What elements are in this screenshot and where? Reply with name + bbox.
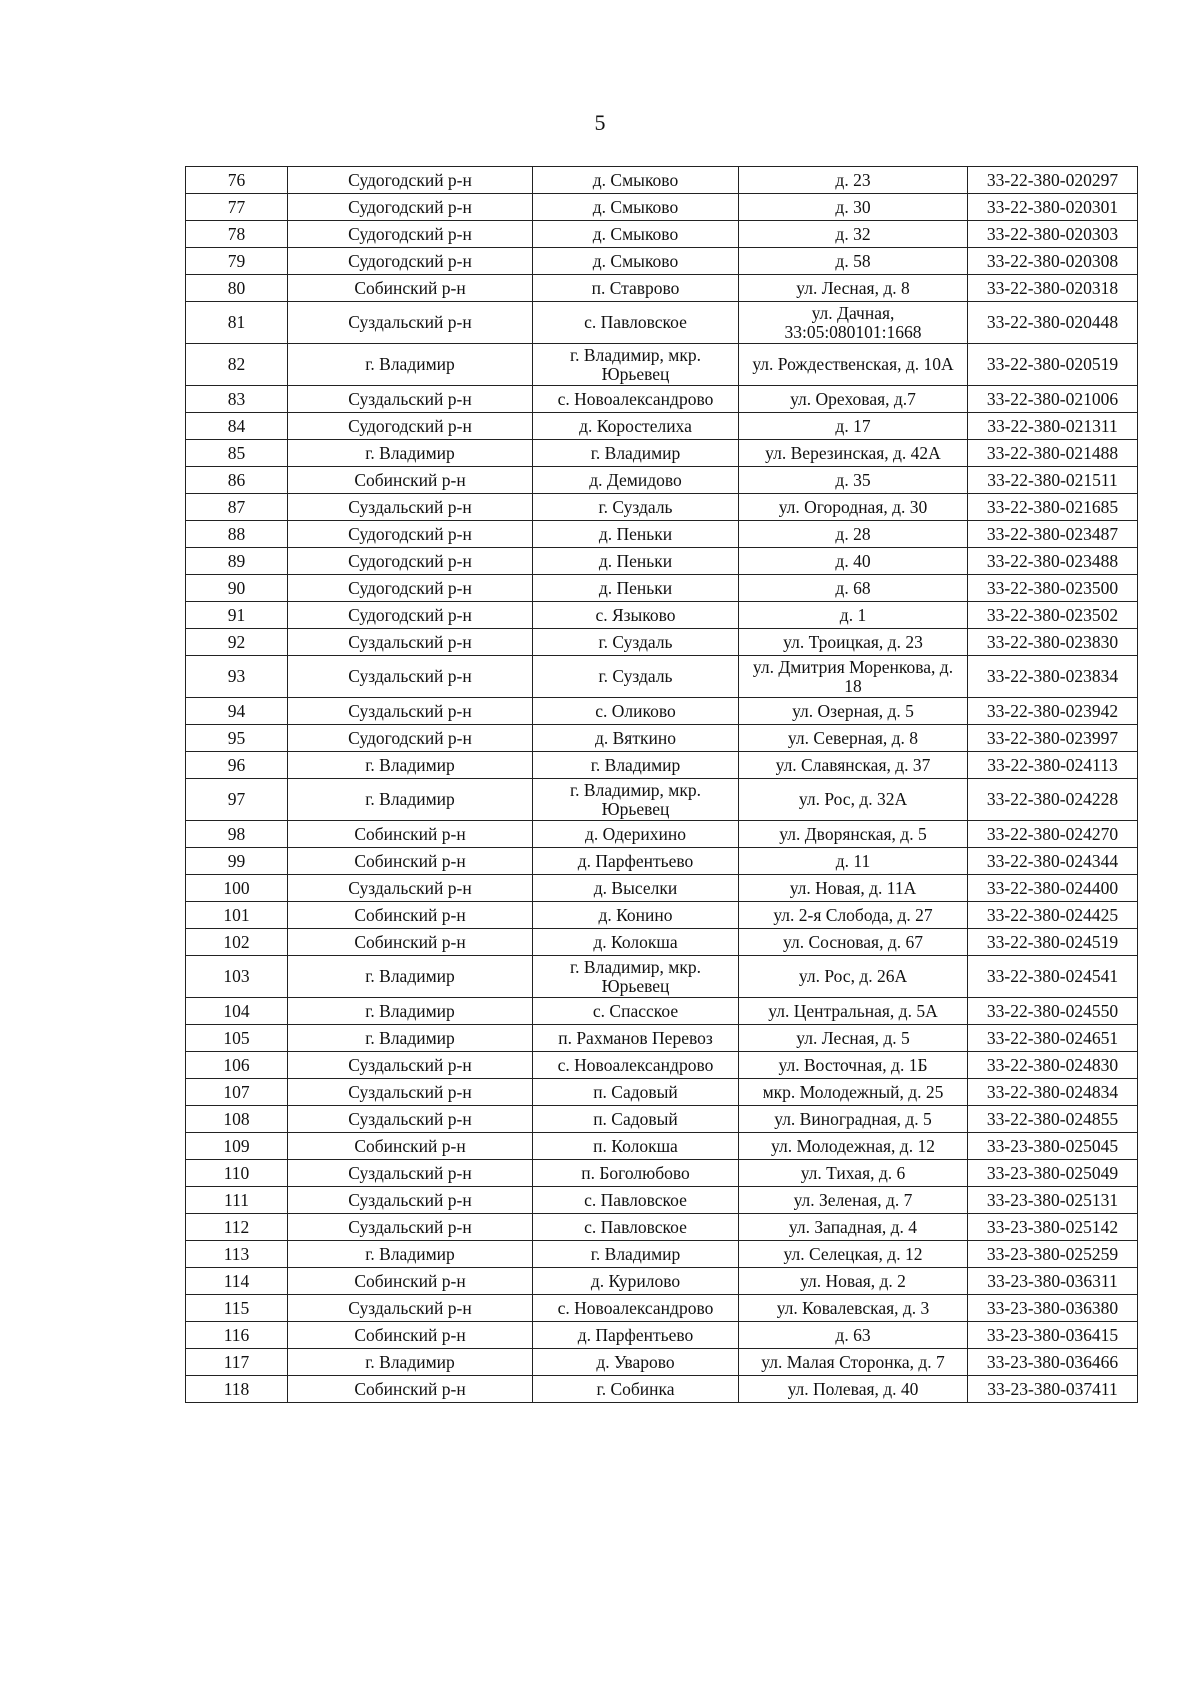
locality-cell: п. Садовый: [533, 1079, 739, 1106]
locality-cell: д. Курилово: [533, 1268, 739, 1295]
district-cell: г. Владимир: [288, 344, 533, 386]
row-number-cell: 90: [186, 575, 288, 602]
locality-cell: д. Смыково: [533, 248, 739, 275]
locality-cell: д. Коростелиха: [533, 413, 739, 440]
locality-cell: д. Колокша: [533, 929, 739, 956]
address-cell: ул. Озерная, д. 5: [739, 698, 968, 725]
cadastral-code-cell: 33-23-380-025259: [968, 1241, 1138, 1268]
locality-cell: д. Пеньки: [533, 548, 739, 575]
locality-cell: с. Павловское: [533, 1187, 739, 1214]
cadastral-code-cell: 33-22-380-024228: [968, 779, 1138, 821]
row-number-cell: 88: [186, 521, 288, 548]
cadastral-code-cell: 33-22-380-024541: [968, 956, 1138, 998]
registry-table-body: [186, 167, 1138, 1403]
cadastral-code-cell: 33-22-380-020297: [968, 167, 1138, 194]
district-cell: Суздальский р-н: [288, 1052, 533, 1079]
locality-cell: г. Владимир: [533, 440, 739, 467]
cadastral-code-cell: 33-22-380-020301: [968, 194, 1138, 221]
address-cell: ул. Рос, д. 32А: [739, 779, 968, 821]
row-number-cell: 106: [186, 1052, 288, 1079]
row-number-cell: 118: [186, 1376, 288, 1403]
district-cell: Собинский р-н: [288, 467, 533, 494]
row-number-cell: 85: [186, 440, 288, 467]
row-number-cell: 116: [186, 1322, 288, 1349]
district-cell: г. Владимир: [288, 440, 533, 467]
table-row: [186, 602, 1138, 629]
locality-cell: д. Смыково: [533, 167, 739, 194]
address-cell: д. 1: [739, 602, 968, 629]
cadastral-code-cell: 33-22-380-024344: [968, 848, 1138, 875]
locality-cell: г. Владимир: [533, 752, 739, 779]
locality-cell: с. Спасское: [533, 998, 739, 1025]
district-cell: Суздальский р-н: [288, 698, 533, 725]
address-cell: ул. Славянская, д. 37: [739, 752, 968, 779]
table-row: [186, 725, 1138, 752]
table-row: [186, 1079, 1138, 1106]
table-row: [186, 248, 1138, 275]
cadastral-code-cell: 33-22-380-023942: [968, 698, 1138, 725]
cadastral-code-cell: 33-22-380-024400: [968, 875, 1138, 902]
locality-cell: п. Боголюбово: [533, 1160, 739, 1187]
address-cell: ул. Огородная, д. 30: [739, 494, 968, 521]
address-cell: ул. Дворянская, д. 5: [739, 821, 968, 848]
row-number-cell: 77: [186, 194, 288, 221]
cadastral-code-cell: 33-22-380-021511: [968, 467, 1138, 494]
table-row: [186, 1052, 1138, 1079]
district-cell: Собинский р-н: [288, 929, 533, 956]
address-cell: ул. Новая, д. 2: [739, 1268, 968, 1295]
locality-cell: п. Ставрово: [533, 275, 739, 302]
row-number-cell: 103: [186, 956, 288, 998]
table-row: [186, 302, 1138, 344]
district-cell: Судогодский р-н: [288, 248, 533, 275]
cadastral-code-cell: 33-22-380-024425: [968, 902, 1138, 929]
address-cell: ул. Троицкая, д. 23: [739, 629, 968, 656]
locality-cell: г. Владимир, мкр. Юрьевец: [533, 956, 739, 998]
cadastral-code-cell: 33-22-380-024651: [968, 1025, 1138, 1052]
cadastral-code-cell: 33-22-380-020303: [968, 221, 1138, 248]
table-row: [186, 752, 1138, 779]
locality-cell: г. Суздаль: [533, 494, 739, 521]
address-cell: ул. Верезинская, д. 42А: [739, 440, 968, 467]
address-cell: ул. Дачная, 33:05:080101:1668: [739, 302, 968, 344]
table-row: [186, 386, 1138, 413]
address-cell: д. 28: [739, 521, 968, 548]
table-row: [186, 521, 1138, 548]
locality-cell: д. Смыково: [533, 194, 739, 221]
district-cell: Суздальский р-н: [288, 1079, 533, 1106]
cadastral-code-cell: 33-22-380-023834: [968, 656, 1138, 698]
district-cell: г. Владимир: [288, 998, 533, 1025]
district-cell: Суздальский р-н: [288, 656, 533, 698]
district-cell: Суздальский р-н: [288, 1160, 533, 1187]
row-number-cell: 97: [186, 779, 288, 821]
district-cell: Суздальский р-н: [288, 629, 533, 656]
row-number-cell: 115: [186, 1295, 288, 1322]
row-number-cell: 84: [186, 413, 288, 440]
row-number-cell: 78: [186, 221, 288, 248]
district-cell: Суздальский р-н: [288, 1187, 533, 1214]
row-number-cell: 95: [186, 725, 288, 752]
row-number-cell: 89: [186, 548, 288, 575]
table-row: [186, 440, 1138, 467]
cadastral-code-cell: 33-22-380-023830: [968, 629, 1138, 656]
cadastral-code-cell: 33-23-380-025142: [968, 1214, 1138, 1241]
row-number-cell: 100: [186, 875, 288, 902]
district-cell: Судогодский р-н: [288, 725, 533, 752]
locality-cell: п. Рахманов Перевоз: [533, 1025, 739, 1052]
locality-cell: г. Владимир: [533, 1241, 739, 1268]
address-cell: ул. 2-я Слобода, д. 27: [739, 902, 968, 929]
locality-cell: с. Павловское: [533, 1214, 739, 1241]
table-row: [186, 275, 1138, 302]
cadastral-code-cell: 33-23-380-036380: [968, 1295, 1138, 1322]
table-row: [186, 1025, 1138, 1052]
table-row: [186, 413, 1138, 440]
row-number-cell: 92: [186, 629, 288, 656]
locality-cell: с. Языково: [533, 602, 739, 629]
table-row: [186, 344, 1138, 386]
cadastral-code-cell: 33-22-380-024834: [968, 1079, 1138, 1106]
address-cell: д. 40: [739, 548, 968, 575]
row-number-cell: 79: [186, 248, 288, 275]
district-cell: Собинский р-н: [288, 821, 533, 848]
row-number-cell: 82: [186, 344, 288, 386]
address-cell: ул. Ковалевская, д. 3: [739, 1295, 968, 1322]
table-row: [186, 1214, 1138, 1241]
cadastral-code-cell: 33-22-380-023488: [968, 548, 1138, 575]
district-cell: г. Владимир: [288, 779, 533, 821]
cadastral-code-cell: 33-23-380-036311: [968, 1268, 1138, 1295]
district-cell: Суздальский р-н: [288, 494, 533, 521]
address-cell: д. 17: [739, 413, 968, 440]
address-cell: ул. Зеленая, д. 7: [739, 1187, 968, 1214]
locality-cell: д. Парфентьево: [533, 848, 739, 875]
district-cell: Собинский р-н: [288, 275, 533, 302]
locality-cell: п. Садовый: [533, 1106, 739, 1133]
registry-table: [185, 166, 1138, 1403]
address-cell: ул. Сосновая, д. 67: [739, 929, 968, 956]
row-number-cell: 80: [186, 275, 288, 302]
district-cell: Суздальский р-н: [288, 302, 533, 344]
table-row: [186, 1133, 1138, 1160]
address-cell: ул. Западная, д. 4: [739, 1214, 968, 1241]
cadastral-code-cell: 33-23-380-025049: [968, 1160, 1138, 1187]
table-row: [186, 698, 1138, 725]
row-number-cell: 108: [186, 1106, 288, 1133]
row-number-cell: 112: [186, 1214, 288, 1241]
row-number-cell: 81: [186, 302, 288, 344]
table-row: [186, 1376, 1138, 1403]
locality-cell: г. Суздаль: [533, 656, 739, 698]
row-number-cell: 94: [186, 698, 288, 725]
table-row: [186, 1187, 1138, 1214]
row-number-cell: 110: [186, 1160, 288, 1187]
district-cell: Судогодский р-н: [288, 413, 533, 440]
locality-cell: с. Оликово: [533, 698, 739, 725]
table-row: [186, 1349, 1138, 1376]
row-number-cell: 109: [186, 1133, 288, 1160]
cadastral-code-cell: 33-23-380-025045: [968, 1133, 1138, 1160]
address-cell: ул. Тихая, д. 6: [739, 1160, 968, 1187]
row-number-cell: 91: [186, 602, 288, 629]
address-cell: ул. Новая, д. 11А: [739, 875, 968, 902]
row-number-cell: 99: [186, 848, 288, 875]
address-cell: ул. Виноградная, д. 5: [739, 1106, 968, 1133]
table-row: [186, 1322, 1138, 1349]
district-cell: Судогодский р-н: [288, 167, 533, 194]
address-cell: ул. Лесная, д. 5: [739, 1025, 968, 1052]
address-cell: ул. Северная, д. 8: [739, 725, 968, 752]
table-row: [186, 656, 1138, 698]
locality-cell: с. Новоалександрово: [533, 1295, 739, 1322]
table-row: [186, 779, 1138, 821]
address-cell: д. 58: [739, 248, 968, 275]
address-cell: д. 35: [739, 467, 968, 494]
address-cell: мкр. Молодежный, д. 25: [739, 1079, 968, 1106]
locality-cell: г. Собинка: [533, 1376, 739, 1403]
address-cell: д. 32: [739, 221, 968, 248]
address-cell: ул. Селецкая, д. 12: [739, 1241, 968, 1268]
cadastral-code-cell: 33-22-380-020519: [968, 344, 1138, 386]
table-row: [186, 875, 1138, 902]
cadastral-code-cell: 33-22-380-023502: [968, 602, 1138, 629]
table-row: [186, 902, 1138, 929]
table-row: [186, 998, 1138, 1025]
row-number-cell: 83: [186, 386, 288, 413]
cadastral-code-cell: 33-23-380-036415: [968, 1322, 1138, 1349]
row-number-cell: 76: [186, 167, 288, 194]
row-number-cell: 111: [186, 1187, 288, 1214]
table-row: [186, 467, 1138, 494]
district-cell: г. Владимир: [288, 1349, 533, 1376]
row-number-cell: 98: [186, 821, 288, 848]
locality-cell: п. Колокша: [533, 1133, 739, 1160]
row-number-cell: 102: [186, 929, 288, 956]
address-cell: ул. Молодежная, д. 12: [739, 1133, 968, 1160]
table-row: [186, 848, 1138, 875]
cadastral-code-cell: 33-23-380-025131: [968, 1187, 1138, 1214]
address-cell: ул. Дмитрия Моренкова, д. 18: [739, 656, 968, 698]
cadastral-code-cell: 33-22-380-024519: [968, 929, 1138, 956]
district-cell: Собинский р-н: [288, 902, 533, 929]
cadastral-code-cell: 33-22-380-021006: [968, 386, 1138, 413]
locality-cell: д. Выселки: [533, 875, 739, 902]
cadastral-code-cell: 33-22-380-021311: [968, 413, 1138, 440]
locality-cell: с. Павловское: [533, 302, 739, 344]
row-number-cell: 87: [186, 494, 288, 521]
district-cell: Собинский р-н: [288, 1133, 533, 1160]
table-row: [186, 1295, 1138, 1322]
cadastral-code-cell: 33-22-380-024270: [968, 821, 1138, 848]
locality-cell: д. Демидово: [533, 467, 739, 494]
district-cell: Суздальский р-н: [288, 1106, 533, 1133]
row-number-cell: 113: [186, 1241, 288, 1268]
district-cell: Суздальский р-н: [288, 1214, 533, 1241]
row-number-cell: 101: [186, 902, 288, 929]
row-number-cell: 114: [186, 1268, 288, 1295]
cadastral-code-cell: 33-22-380-023487: [968, 521, 1138, 548]
table-row: [186, 167, 1138, 194]
locality-cell: д. Конино: [533, 902, 739, 929]
table-row: [186, 194, 1138, 221]
row-number-cell: 96: [186, 752, 288, 779]
address-cell: д. 63: [739, 1322, 968, 1349]
locality-cell: с. Новоалександрово: [533, 386, 739, 413]
table-row: [186, 1160, 1138, 1187]
address-cell: ул. Полевая, д. 40: [739, 1376, 968, 1403]
locality-cell: д. Пеньки: [533, 521, 739, 548]
district-cell: Суздальский р-н: [288, 386, 533, 413]
address-cell: ул. Ореховая, д.7: [739, 386, 968, 413]
row-number-cell: 93: [186, 656, 288, 698]
row-number-cell: 86: [186, 467, 288, 494]
table-row: [186, 494, 1138, 521]
district-cell: Судогодский р-н: [288, 521, 533, 548]
district-cell: Собинский р-н: [288, 1376, 533, 1403]
locality-cell: г. Владимир, мкр. Юрьевец: [533, 779, 739, 821]
locality-cell: д. Уварово: [533, 1349, 739, 1376]
address-cell: ул. Восточная, д. 1Б: [739, 1052, 968, 1079]
table-row: [186, 575, 1138, 602]
address-cell: ул. Лесная, д. 8: [739, 275, 968, 302]
cadastral-code-cell: 33-22-380-021488: [968, 440, 1138, 467]
table-row: [186, 548, 1138, 575]
cadastral-code-cell: 33-23-380-037411: [968, 1376, 1138, 1403]
district-cell: г. Владимир: [288, 1241, 533, 1268]
address-cell: д. 11: [739, 848, 968, 875]
address-cell: д. 23: [739, 167, 968, 194]
district-cell: г. Владимир: [288, 1025, 533, 1052]
address-cell: д. 30: [739, 194, 968, 221]
table-row: [186, 221, 1138, 248]
table-row: [186, 629, 1138, 656]
locality-cell: д. Одерихино: [533, 821, 739, 848]
locality-cell: г. Суздаль: [533, 629, 739, 656]
cadastral-code-cell: 33-22-380-020448: [968, 302, 1138, 344]
row-number-cell: 105: [186, 1025, 288, 1052]
address-cell: ул. Рождественская, д. 10А: [739, 344, 968, 386]
address-cell: д. 68: [739, 575, 968, 602]
district-cell: Судогодский р-н: [288, 221, 533, 248]
table-row: [186, 1106, 1138, 1133]
address-cell: ул. Центральная, д. 5А: [739, 998, 968, 1025]
cadastral-code-cell: 33-22-380-020318: [968, 275, 1138, 302]
row-number-cell: 117: [186, 1349, 288, 1376]
table-row: [186, 1241, 1138, 1268]
district-cell: Собинский р-н: [288, 848, 533, 875]
district-cell: г. Владимир: [288, 956, 533, 998]
address-cell: ул. Рос, д. 26А: [739, 956, 968, 998]
table-row: [186, 1268, 1138, 1295]
district-cell: Судогодский р-н: [288, 548, 533, 575]
row-number-cell: 104: [186, 998, 288, 1025]
table-row: [186, 956, 1138, 998]
district-cell: г. Владимир: [288, 752, 533, 779]
district-cell: Судогодский р-н: [288, 575, 533, 602]
cadastral-code-cell: 33-22-380-024830: [968, 1052, 1138, 1079]
locality-cell: д. Вяткино: [533, 725, 739, 752]
locality-cell: д. Пеньки: [533, 575, 739, 602]
cadastral-code-cell: 33-22-380-023997: [968, 725, 1138, 752]
locality-cell: с. Новоалександрово: [533, 1052, 739, 1079]
locality-cell: г. Владимир, мкр. Юрьевец: [533, 344, 739, 386]
page-number: 5: [594, 110, 606, 135]
district-cell: Собинский р-н: [288, 1322, 533, 1349]
district-cell: Судогодский р-н: [288, 194, 533, 221]
cadastral-code-cell: 33-23-380-036466: [968, 1349, 1138, 1376]
district-cell: Суздальский р-н: [288, 875, 533, 902]
locality-cell: д. Парфентьево: [533, 1322, 739, 1349]
cadastral-code-cell: 33-22-380-020308: [968, 248, 1138, 275]
locality-cell: д. Смыково: [533, 221, 739, 248]
cadastral-code-cell: 33-22-380-021685: [968, 494, 1138, 521]
row-number-cell: 107: [186, 1079, 288, 1106]
cadastral-code-cell: 33-22-380-023500: [968, 575, 1138, 602]
district-cell: Собинский р-н: [288, 1268, 533, 1295]
cadastral-code-cell: 33-22-380-024855: [968, 1106, 1138, 1133]
address-cell: ул. Малая Сторонка, д. 7: [739, 1349, 968, 1376]
table-row: [186, 821, 1138, 848]
district-cell: Судогодский р-н: [288, 602, 533, 629]
cadastral-code-cell: 33-22-380-024113: [968, 752, 1138, 779]
cadastral-code-cell: 33-22-380-024550: [968, 998, 1138, 1025]
district-cell: Суздальский р-н: [288, 1295, 533, 1322]
table-row: [186, 929, 1138, 956]
